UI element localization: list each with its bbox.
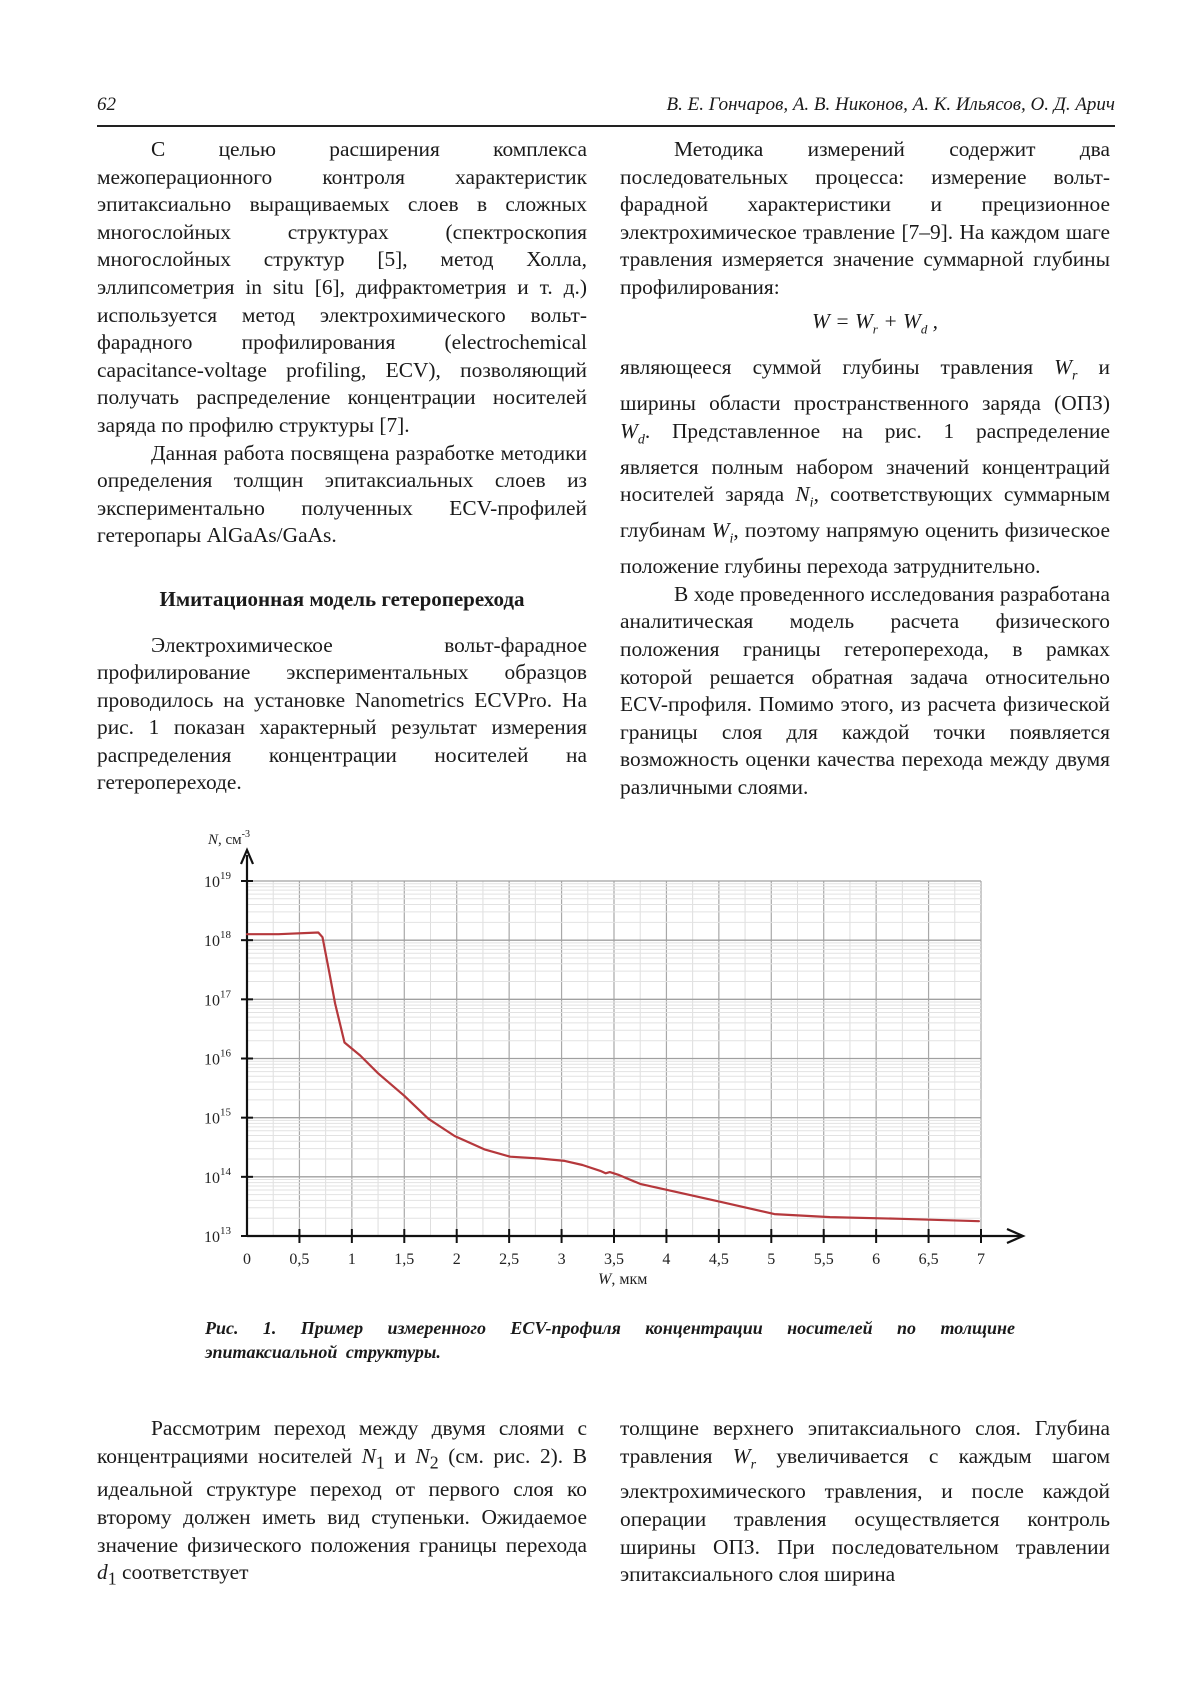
right-column-top xyxy=(620,136,1110,801)
paragraph: Рассмотрим переход между двумя слоями с концентрациями носителей $N_1$ и $N_2$ (см. рис. 2). В идеальной структуре переход от первого слоя ко второму должен иметь вид ступеньки. Ожидаемое значение физического положения границы перехода $d_1$ соответствует xyxy=(97,1416,587,1589)
paragraph: В ходе проведенного исследования разработана аналитическая модель расчета физического положения границы гетероперехода, в рамках которой решается обратная задача относительно ECV-профиля. Помимо этого, из расчета физической границы слоя для каждой точки появляется возможность оценки качества перехода между двумя различными слоями. xyxy=(620,581,1110,799)
y-tick-label: $10^{17}$ xyxy=(204,988,231,1010)
x-tick-label: 5 xyxy=(767,1251,776,1268)
running-header xyxy=(97,90,1115,130)
x-tick-label: 6,5 xyxy=(918,1251,939,1268)
x-tick-label: 7 xyxy=(977,1251,985,1268)
paragraph: Методика измерений содержит два последовательных процесса: измерение вольт-фарадной характеристики и прецизионное электрохимическое травление [7–9]. На каждом шаге травления измеряется значение суммарной глубины профилирования: xyxy=(620,137,1110,299)
y-tick-label: $10^{15}$ xyxy=(204,1106,231,1128)
x-tick-label: 4,5 xyxy=(708,1251,729,1268)
x-axis-label: W, мкм xyxy=(598,1271,648,1288)
header-rule xyxy=(97,125,1115,127)
series-line xyxy=(247,933,979,1222)
y-tick-label: $10^{13}$ xyxy=(204,1225,231,1246)
paragraph: являющееся суммой глубины травления $W_r$ и ширины области пространственного заряда (ОПЗ) $W_d$. Представленное на рис. 1 распределение является полным набором значений концентраций носителей заряда $N_i$, соответствующих суммарным глубинам $W_i$, поэтому напрямую оценить физическое положение глубины перехода затруднительно. xyxy=(620,355,1111,579)
y-tick-label: $10^{14}$ xyxy=(204,1165,231,1187)
paragraph: С целью расширения комплекса межоперационного контроля характеристик эпитаксиально выращиваемых слоев в сложных многослойных структурах (спектроскопия многослойных структур [5], метод Холла, эллипсометрия in situ [6], дифрактометрия и т. д.) используется метод электрохимического вольт-фарадного профилирования (electrochemical capacitance-voltage profiling, ECV), позволяющий получать распределение концентрации носителей заряда по профилю структуры [7]. xyxy=(97,137,587,437)
x-tick-label: 2,5 xyxy=(499,1251,520,1268)
left-column-bottom xyxy=(97,1415,587,1593)
x-tick-label: 1,5 xyxy=(394,1251,415,1268)
x-tick-label: 6 xyxy=(872,1251,881,1268)
figure-1 xyxy=(180,830,1040,1300)
x-tick-label: 0 xyxy=(243,1251,251,1268)
x-tick-label: 4 xyxy=(662,1251,671,1268)
running-header-authors: В. Е. Гончаров, А. В. Никонов, А. К. Ильясов, О. Д. Арич xyxy=(666,94,1115,115)
equation: $W = W_r + W_d$ , xyxy=(811,308,939,336)
y-tick-label: $10^{19}$ xyxy=(204,870,231,891)
x-tick-label: 5,5 xyxy=(813,1251,834,1268)
paragraph: Электрохимическое вольт-фарадное профилирование экспериментальных образцов проводилось на установке Nanometrics ECVPro. На рис. 1 показан характерный результат измерения распределения концентрации носителей на гетеропереходе. xyxy=(97,632,587,795)
paragraph: толщине верхнего эпитаксиального слоя. Глубина травления $W_r$ увеличивается с каждым шагом электрохимического травления, и после каждой операции травления осуществляется контроль ширины ОПЗ. При последовательном травлении эпитаксиального слоя ширина xyxy=(620,1416,1110,1587)
left-column-top xyxy=(97,136,587,797)
right-column-bottom xyxy=(620,1415,1110,1589)
paragraph: Данная работа посвящена разработке методики определения толщин эпитаксиальных слоев из экспериментально полученных ECV-профилей гетеропары AlGaAs/GaAs. xyxy=(97,440,587,548)
ecv-profile-chart xyxy=(180,830,1040,1300)
figure-caption: Рис. 1. Пример измеренного ECV-профиля концентрации носителей по толщине эпитаксиальной структуры. xyxy=(205,1318,1015,1362)
y-axis-label: N, $см^{-3}$ xyxy=(208,830,251,848)
x-tick-label: 3 xyxy=(557,1251,566,1268)
x-tick-label: 3,5 xyxy=(604,1251,624,1268)
grid xyxy=(247,881,981,1236)
section-heading: Имитационная модель гетероперехода xyxy=(159,586,525,611)
y-tick-label: $10^{16}$ xyxy=(204,1047,231,1069)
y-tick-label: $10^{18}$ xyxy=(204,929,231,951)
x-tick-label: 2 xyxy=(452,1251,461,1268)
page-number: 62 xyxy=(97,94,116,115)
x-tick-label: 0,5 xyxy=(289,1251,310,1268)
x-tick-label: 1 xyxy=(347,1251,356,1268)
